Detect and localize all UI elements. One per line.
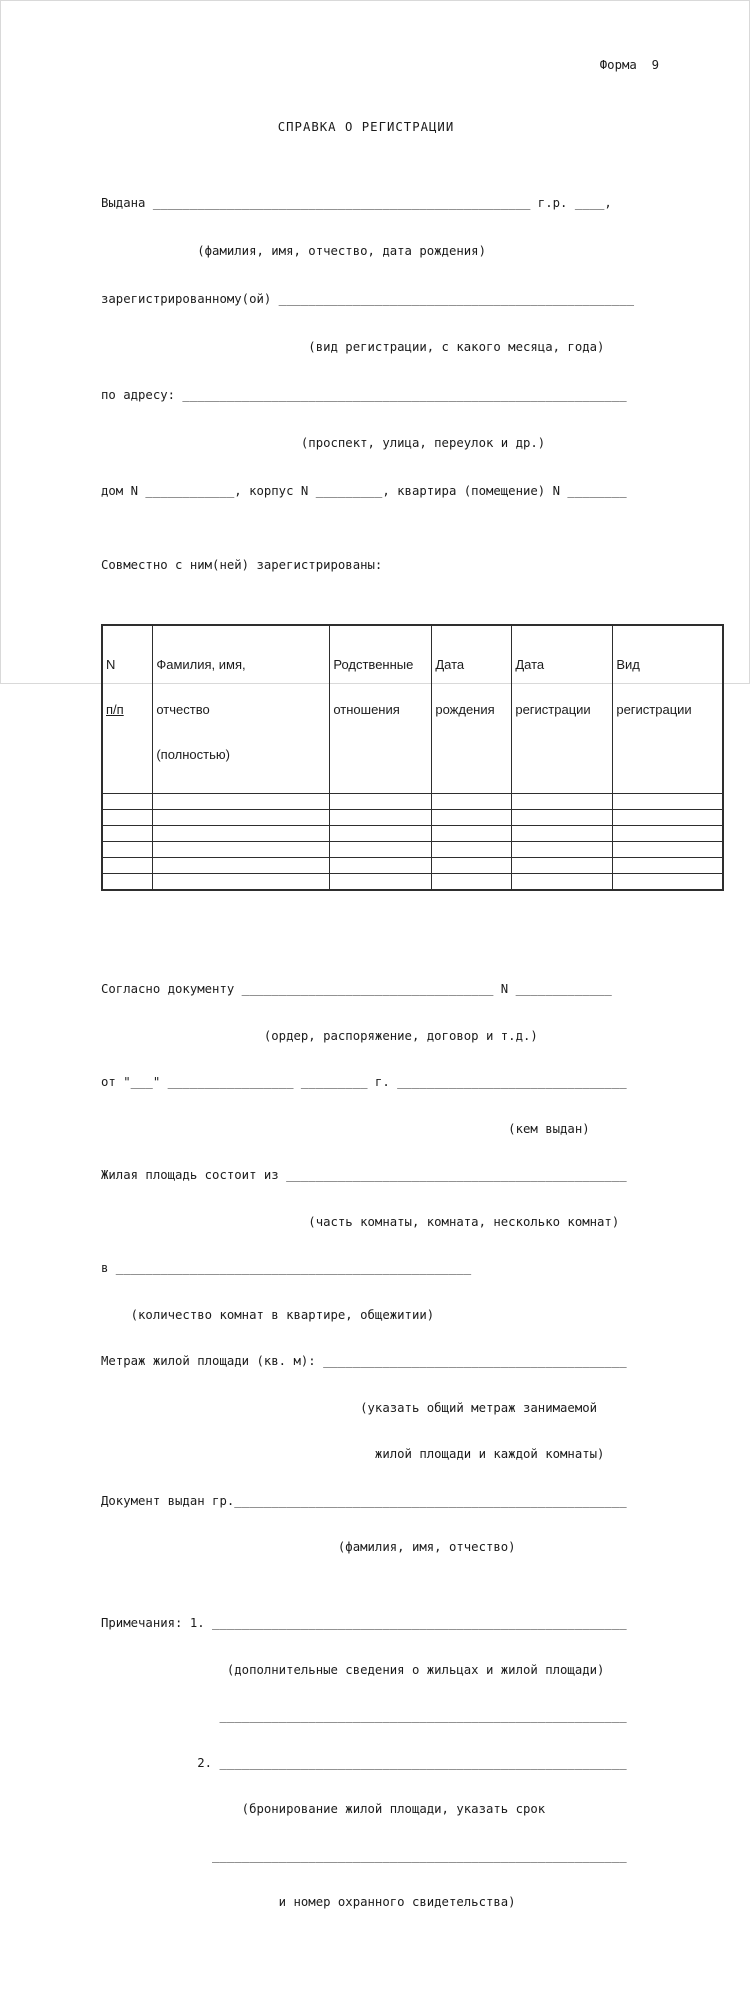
- table-empty-cell: [613, 858, 723, 874]
- table-empty-cell: [102, 858, 153, 874]
- table-empty-cell: [512, 794, 613, 810]
- table-empty-cell: [153, 858, 330, 874]
- table-empty-cell: [512, 826, 613, 842]
- table-empty-cell: [432, 826, 512, 842]
- col-header-registration-date: Дата регистрации: [512, 625, 613, 794]
- table-empty-cell: [512, 874, 613, 891]
- table-empty-cell: [330, 794, 432, 810]
- table-empty-cell: [153, 810, 330, 826]
- table-header-row: [102, 625, 723, 794]
- line-registered-as: зарегистрированному(ой) ________________________________________________: [101, 292, 635, 306]
- line-issued-to: Выдана ___________________________________________________ г.р. ____,: [101, 196, 612, 210]
- col-header-registration-type: Вид регистрации: [613, 625, 723, 794]
- caption-note-1: (дополнительные сведения о жильцах и жилой площади): [101, 1662, 605, 1677]
- table-empty-cell: [512, 858, 613, 874]
- form-number-label: Форма 9: [599, 58, 659, 72]
- table-empty-cell: [102, 810, 153, 826]
- table-empty-cell: [330, 826, 432, 842]
- form-9-document: [1, 1, 749, 1990]
- table-empty-cell: [432, 842, 512, 858]
- table-empty-cell: [512, 842, 613, 858]
- table-empty-cell: [102, 826, 153, 842]
- caption-rooms-count: (количество комнат в квартире, общежитии): [101, 1307, 435, 1322]
- table-empty-cell: [330, 842, 432, 858]
- table-empty-cell: [613, 874, 723, 891]
- table-empty-cell: [613, 842, 723, 858]
- line-according-to-document: Согласно документу __________________________________ N _____________: [101, 982, 612, 996]
- table-empty-cell: [153, 842, 330, 858]
- table-empty-cell: [613, 794, 723, 810]
- table-empty-cell: [432, 874, 512, 891]
- line-co-registered-heading: Совместно с ним(ней) зарегистрированы:: [101, 558, 383, 572]
- table-empty-cell: [102, 874, 153, 891]
- line-house-building-apartment: дом N ____________, корпус N _________, квартира (помещение) N ________: [101, 484, 627, 498]
- col-header-number: N п/п: [102, 625, 153, 794]
- line-note-1: Примечания: 1. ________________________________________________________: [101, 1616, 627, 1630]
- table-empty-cell: [512, 810, 613, 826]
- table-empty-cell: [330, 874, 432, 891]
- line-note-2-continuation: ________________________________________________________: [101, 1848, 627, 1863]
- caption-area-note-1: (указать общий метраж занимаемой: [101, 1400, 598, 1415]
- table-empty-row: [102, 794, 723, 810]
- caption-note-2-line-2: и номер охранного свидетельства): [101, 1895, 516, 1909]
- table-body: [102, 794, 723, 891]
- col-header-birth-date: Дата рождения: [432, 625, 512, 794]
- table-empty-cell: [613, 826, 723, 842]
- table-empty-row: [102, 826, 723, 842]
- table-empty-cell: [432, 794, 512, 810]
- line-living-area: Метраж жилой площади (кв. м): _________________________________________: [101, 1354, 627, 1368]
- table-empty-cell: [153, 874, 330, 891]
- table-header: [102, 625, 723, 794]
- line-address: по адресу: ____________________________________________________________: [101, 388, 627, 402]
- line-document-issued-to: Документ выдан гр._____________________________________________________: [101, 1493, 627, 1508]
- caption-note-2-line-1: (бронирование жилой площади, указать срок: [101, 1802, 546, 1816]
- table-empty-row: [102, 874, 723, 891]
- registered-persons-table: [101, 624, 724, 891]
- document-tail-section: [101, 951, 749, 1942]
- col-header-full-name: Фамилия, имя, отчество (полностью): [153, 625, 330, 794]
- line-document-date: от "___" _________________ _________ г. _______________________________: [101, 1075, 627, 1089]
- document-title: СПРАВКА О РЕГИСТРАЦИИ: [277, 120, 455, 134]
- col-header-relation: Родственные отношения: [330, 625, 432, 794]
- table-empty-cell: [330, 810, 432, 826]
- line-note-2: 2. _______________________________________________________: [101, 1755, 627, 1770]
- table-empty-cell: [330, 858, 432, 874]
- caption-street: (проспект, улица, переулок и др.): [101, 436, 546, 450]
- table-empty-cell: [432, 810, 512, 826]
- table-empty-row: [102, 810, 723, 826]
- table-empty-cell: [432, 858, 512, 874]
- caption-registration-type: (вид регистрации, с какого месяца, года): [101, 340, 605, 354]
- table-empty-cell: [102, 794, 153, 810]
- caption-full-name: (фамилия, имя, отчество, дата рождения): [101, 244, 486, 258]
- caption-person-name: (фамилия, имя, отчество): [101, 1540, 516, 1554]
- table-empty-cell: [153, 826, 330, 842]
- table-empty-cell: [102, 842, 153, 858]
- table-empty-row: [102, 842, 723, 858]
- caption-area-note-2: жилой площади и каждой комнаты): [101, 1447, 605, 1461]
- table-empty-cell: [153, 794, 330, 810]
- table-empty-row: [102, 858, 723, 874]
- line-note-1-continuation: _______________________________________________________: [101, 1709, 627, 1723]
- caption-document-type: (ордер, распоряжение, договор и т.д.): [101, 1028, 538, 1043]
- caption-room-part: (часть комнаты, комната, несколько комнат): [101, 1214, 620, 1229]
- line-living-space-consists: Жилая площадь состоит из ______________________________________________: [101, 1168, 627, 1182]
- caption-issued-by: (кем выдан): [101, 1121, 590, 1136]
- table-empty-cell: [613, 810, 723, 826]
- line-in-rooms: в ________________________________________________: [101, 1261, 472, 1275]
